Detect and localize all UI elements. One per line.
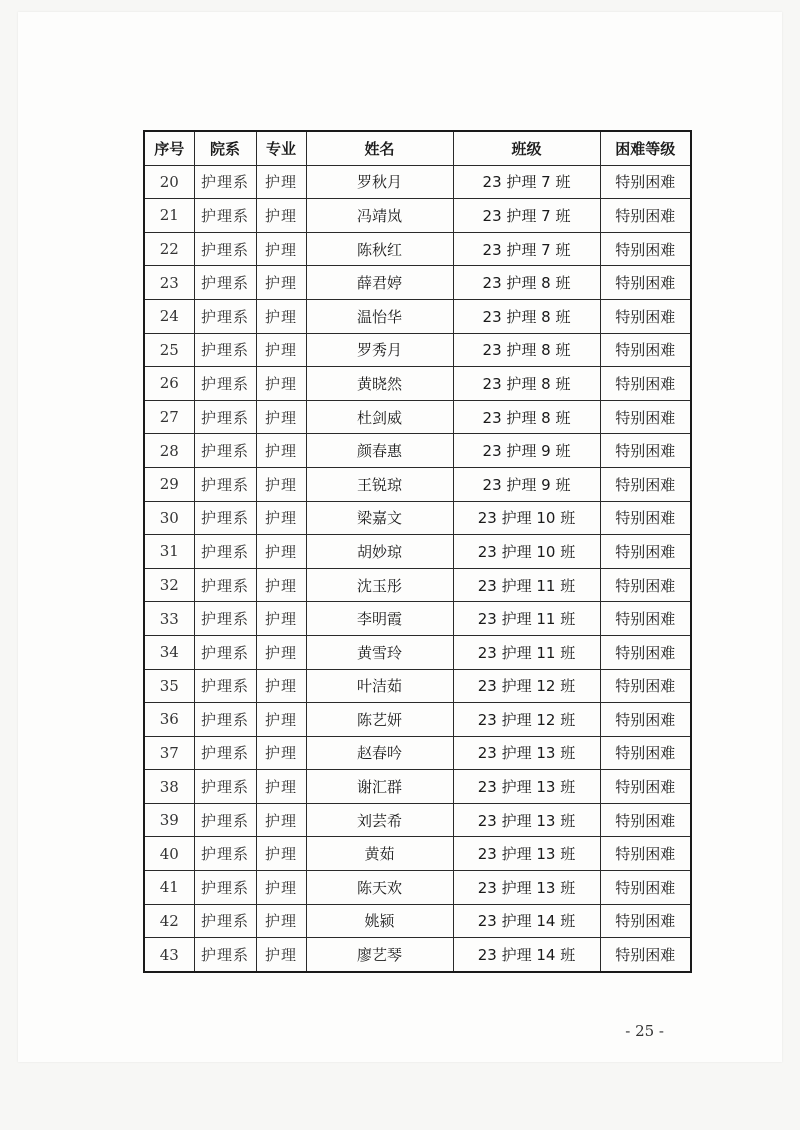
cell-dept: 护理系 xyxy=(194,367,256,401)
cell-major: 护理 xyxy=(256,938,306,972)
cell-major: 护理 xyxy=(256,635,306,669)
cell-major: 护理 xyxy=(256,434,306,468)
cell-major: 护理 xyxy=(256,837,306,871)
cell-class: 23 护理 7 班 xyxy=(453,165,600,199)
table-row xyxy=(144,266,691,300)
cell-name: 陈艺妍 xyxy=(306,703,453,737)
table-row xyxy=(144,299,691,333)
table-row xyxy=(144,400,691,434)
table-row xyxy=(144,938,691,972)
cell-num: 38 xyxy=(144,770,194,804)
cell-dept: 护理系 xyxy=(194,434,256,468)
cell-name: 颜春惠 xyxy=(306,434,453,468)
cell-name: 沈玉彤 xyxy=(306,568,453,602)
cell-num: 42 xyxy=(144,904,194,938)
cell-level: 特别困难 xyxy=(600,165,691,199)
cell-name: 罗秀月 xyxy=(306,333,453,367)
cell-dept: 护理系 xyxy=(194,199,256,233)
cell-dept: 护理系 xyxy=(194,266,256,300)
cell-name: 王锐琼 xyxy=(306,467,453,501)
cell-num: 24 xyxy=(144,299,194,333)
cell-major: 护理 xyxy=(256,501,306,535)
cell-level: 特别困难 xyxy=(600,568,691,602)
cell-level: 特别困难 xyxy=(600,736,691,770)
cell-dept: 护理系 xyxy=(194,703,256,737)
cell-name: 陈天欢 xyxy=(306,871,453,905)
cell-class: 23 护理 8 班 xyxy=(453,266,600,300)
cell-class: 23 护理 9 班 xyxy=(453,467,600,501)
cell-class: 23 护理 14 班 xyxy=(453,938,600,972)
header-level: 困难等级 xyxy=(600,131,691,165)
cell-dept: 护理系 xyxy=(194,501,256,535)
cell-major: 护理 xyxy=(256,803,306,837)
cell-name: 廖艺琴 xyxy=(306,938,453,972)
cell-class: 23 护理 14 班 xyxy=(453,904,600,938)
cell-class: 23 护理 13 班 xyxy=(453,871,600,905)
cell-num: 35 xyxy=(144,669,194,703)
cell-major: 护理 xyxy=(256,199,306,233)
cell-name: 李明霞 xyxy=(306,602,453,636)
cell-level: 特别困难 xyxy=(600,871,691,905)
cell-class: 23 护理 9 班 xyxy=(453,434,600,468)
cell-num: 32 xyxy=(144,568,194,602)
cell-dept: 护理系 xyxy=(194,938,256,972)
cell-class: 23 护理 13 班 xyxy=(453,837,600,871)
cell-name: 薛君婷 xyxy=(306,266,453,300)
cell-num: 30 xyxy=(144,501,194,535)
cell-class: 23 护理 8 班 xyxy=(453,367,600,401)
cell-num: 20 xyxy=(144,165,194,199)
cell-class: 23 护理 11 班 xyxy=(453,635,600,669)
cell-major: 护理 xyxy=(256,770,306,804)
cell-class: 23 护理 11 班 xyxy=(453,568,600,602)
cell-level: 特别困难 xyxy=(600,199,691,233)
cell-name: 黄晓然 xyxy=(306,367,453,401)
cell-major: 护理 xyxy=(256,467,306,501)
table-row xyxy=(144,669,691,703)
cell-level: 特别困难 xyxy=(600,434,691,468)
cell-dept: 护理系 xyxy=(194,400,256,434)
table-row xyxy=(144,367,691,401)
table-row xyxy=(144,568,691,602)
cell-num: 37 xyxy=(144,736,194,770)
header-name: 姓名 xyxy=(306,131,453,165)
cell-major: 护理 xyxy=(256,535,306,569)
cell-dept: 护理系 xyxy=(194,467,256,501)
cell-dept: 护理系 xyxy=(194,837,256,871)
table-row xyxy=(144,871,691,905)
cell-name: 谢汇群 xyxy=(306,770,453,804)
header-class: 班级 xyxy=(453,131,600,165)
cell-level: 特别困难 xyxy=(600,367,691,401)
cell-class: 23 护理 8 班 xyxy=(453,299,600,333)
cell-level: 特别困难 xyxy=(600,501,691,535)
table-row xyxy=(144,467,691,501)
cell-class: 23 护理 13 班 xyxy=(453,770,600,804)
table-row xyxy=(144,770,691,804)
cell-num: 41 xyxy=(144,871,194,905)
cell-num: 21 xyxy=(144,199,194,233)
cell-level: 特别困难 xyxy=(600,635,691,669)
cell-level: 特别困难 xyxy=(600,299,691,333)
cell-name: 胡妙琼 xyxy=(306,535,453,569)
cell-major: 护理 xyxy=(256,736,306,770)
cell-dept: 护理系 xyxy=(194,535,256,569)
cell-level: 特别困难 xyxy=(600,803,691,837)
cell-major: 护理 xyxy=(256,367,306,401)
cell-major: 护理 xyxy=(256,568,306,602)
cell-class: 23 护理 10 班 xyxy=(453,535,600,569)
cell-level: 特别困难 xyxy=(600,535,691,569)
cell-num: 23 xyxy=(144,266,194,300)
cell-level: 特别困难 xyxy=(600,669,691,703)
cell-dept: 护理系 xyxy=(194,803,256,837)
cell-name: 叶洁茹 xyxy=(306,669,453,703)
cell-num: 39 xyxy=(144,803,194,837)
cell-name: 杜剑威 xyxy=(306,400,453,434)
cell-name: 赵春吟 xyxy=(306,736,453,770)
cell-major: 护理 xyxy=(256,904,306,938)
cell-dept: 护理系 xyxy=(194,333,256,367)
cell-class: 23 护理 7 班 xyxy=(453,199,600,233)
table-row xyxy=(144,333,691,367)
cell-class: 23 护理 12 班 xyxy=(453,703,600,737)
cell-num: 36 xyxy=(144,703,194,737)
cell-dept: 护理系 xyxy=(194,736,256,770)
cell-name: 姚颍 xyxy=(306,904,453,938)
document-page xyxy=(18,12,782,1062)
table-row xyxy=(144,535,691,569)
header-num: 序号 xyxy=(144,131,194,165)
table-row xyxy=(144,165,691,199)
cell-major: 护理 xyxy=(256,299,306,333)
cell-name: 梁嘉文 xyxy=(306,501,453,535)
cell-level: 特别困难 xyxy=(600,938,691,972)
cell-num: 31 xyxy=(144,535,194,569)
cell-num: 26 xyxy=(144,367,194,401)
cell-major: 护理 xyxy=(256,232,306,266)
cell-level: 特别困难 xyxy=(600,333,691,367)
cell-dept: 护理系 xyxy=(194,770,256,804)
cell-name: 黄茹 xyxy=(306,837,453,871)
cell-num: 34 xyxy=(144,635,194,669)
cell-num: 27 xyxy=(144,400,194,434)
cell-name: 罗秋月 xyxy=(306,165,453,199)
table-row xyxy=(144,803,691,837)
page-number: - 25 - xyxy=(625,1022,664,1040)
cell-class: 23 护理 10 班 xyxy=(453,501,600,535)
table-row xyxy=(144,904,691,938)
cell-class: 23 护理 8 班 xyxy=(453,333,600,367)
cell-dept: 护理系 xyxy=(194,165,256,199)
cell-class: 23 护理 12 班 xyxy=(453,669,600,703)
cell-num: 22 xyxy=(144,232,194,266)
cell-level: 特别困难 xyxy=(600,400,691,434)
cell-level: 特别困难 xyxy=(600,467,691,501)
cell-num: 33 xyxy=(144,602,194,636)
cell-class: 23 护理 7 班 xyxy=(453,232,600,266)
table-row xyxy=(144,232,691,266)
cell-major: 护理 xyxy=(256,266,306,300)
table-row xyxy=(144,703,691,737)
student-roster-table xyxy=(143,130,692,973)
cell-dept: 护理系 xyxy=(194,904,256,938)
cell-level: 特别困难 xyxy=(600,837,691,871)
table-row xyxy=(144,736,691,770)
cell-num: 43 xyxy=(144,938,194,972)
cell-dept: 护理系 xyxy=(194,669,256,703)
cell-num: 25 xyxy=(144,333,194,367)
cell-level: 特别困难 xyxy=(600,703,691,737)
cell-level: 特别困难 xyxy=(600,266,691,300)
cell-major: 护理 xyxy=(256,333,306,367)
cell-class: 23 护理 13 班 xyxy=(453,736,600,770)
table-row xyxy=(144,434,691,468)
cell-level: 特别困难 xyxy=(600,770,691,804)
cell-dept: 护理系 xyxy=(194,602,256,636)
table-row xyxy=(144,501,691,535)
cell-dept: 护理系 xyxy=(194,635,256,669)
cell-major: 护理 xyxy=(256,871,306,905)
cell-dept: 护理系 xyxy=(194,299,256,333)
cell-class: 23 护理 13 班 xyxy=(453,803,600,837)
cell-dept: 护理系 xyxy=(194,568,256,602)
table-row xyxy=(144,635,691,669)
cell-name: 冯靖岚 xyxy=(306,199,453,233)
cell-major: 护理 xyxy=(256,165,306,199)
cell-num: 40 xyxy=(144,837,194,871)
cell-major: 护理 xyxy=(256,703,306,737)
cell-level: 特别困难 xyxy=(600,232,691,266)
cell-class: 23 护理 11 班 xyxy=(453,602,600,636)
table-row xyxy=(144,837,691,871)
cell-num: 29 xyxy=(144,467,194,501)
header-major: 专业 xyxy=(256,131,306,165)
table-row xyxy=(144,199,691,233)
cell-name: 黄雪玲 xyxy=(306,635,453,669)
cell-name: 陈秋红 xyxy=(306,232,453,266)
cell-dept: 护理系 xyxy=(194,871,256,905)
cell-class: 23 护理 8 班 xyxy=(453,400,600,434)
cell-level: 特别困难 xyxy=(600,904,691,938)
cell-dept: 护理系 xyxy=(194,232,256,266)
cell-level: 特别困难 xyxy=(600,602,691,636)
cell-major: 护理 xyxy=(256,602,306,636)
cell-name: 刘芸希 xyxy=(306,803,453,837)
table-header-row xyxy=(144,131,691,165)
cell-num: 28 xyxy=(144,434,194,468)
cell-name: 温怡华 xyxy=(306,299,453,333)
cell-major: 护理 xyxy=(256,669,306,703)
table-row xyxy=(144,602,691,636)
header-dept: 院系 xyxy=(194,131,256,165)
cell-major: 护理 xyxy=(256,400,306,434)
